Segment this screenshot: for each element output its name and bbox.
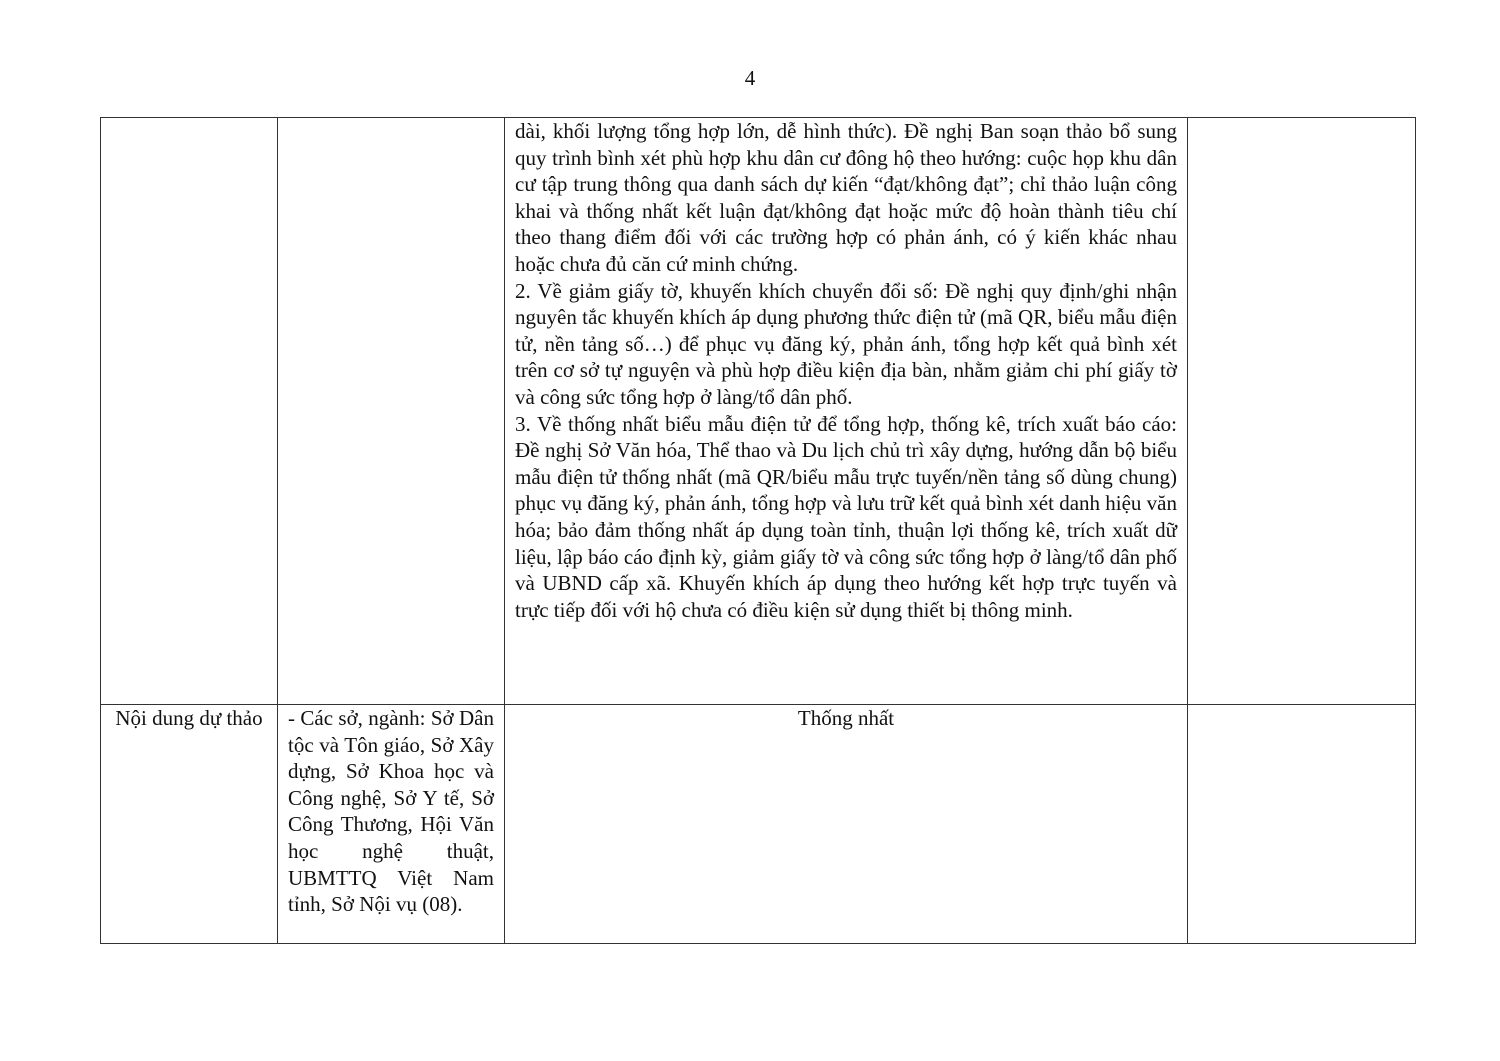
opinion-paragraph: dài, khối lượng tổng hợp lớn, dễ hình thức). Đề nghị Ban soạn thảo bổ sung quy trình bình xét phù hợp khu dân cư đông hộ theo hướng: cuộc họp khu dân cư tập trung thông qua danh sách dự kiến “đạt/không đạt”; chỉ thảo luận công khai và thống nhất kết luận đạt/không đạt hoặc mức độ hoàn thành tiêu chí theo thang điểm đối với các trường hợp có phản ánh, có ý kiến khác nhau hoặc chưa đủ căn cứ minh chứng. bbox=[515, 119, 1177, 276]
agencies-cell: - Các sở, ngành: Sở Dân tộc và Tôn giáo, Sở Xây dựng, Sở Khoa học và Công nghệ, Sở Y tế, Sở Công Thương, Hội Văn học nghệ thuật, UBMTTQ Việt Nam tỉnh, Sở Nội vụ (08). bbox=[278, 705, 505, 944]
response-cell bbox=[1188, 118, 1416, 705]
opinion-cell: Thống nhất bbox=[505, 705, 1188, 944]
page-number: 4 bbox=[744, 66, 756, 90]
response-cell bbox=[1188, 705, 1416, 944]
table-row bbox=[101, 705, 1416, 944]
table-row bbox=[101, 118, 1416, 705]
opinion-paragraph: 3. Về thống nhất biểu mẫu điện tử để tổng hợp, thống kê, trích xuất báo cáo: Đề nghị Sở Văn hóa, Thể thao và Du lịch chủ trì xây dựng, hướng dẫn bộ biểu mẫu điện tử thống nhất (mã QR/biểu mẫu trực tuyến/nền tảng số dùng chung) phục vụ đăng ký, phản ánh, tổng hợp và lưu trữ kết quả bình xét danh hiệu văn hóa; bảo đảm thống nhất áp dụng toàn tỉnh, thuận lợi thống kê, trích xuất dữ liệu, lập báo cáo định kỳ, giảm giấy tờ và công sức tổng hợp ở làng/tổ dân phố và UBND cấp xã. Khuyến khích áp dụng theo hướng kết hợp trực tuyến và trực tiếp đối với hộ chưa có điều kiện sử dụng thiết bị thông minh. bbox=[515, 411, 1177, 622]
section-cell: Nội dung dự thảo bbox=[101, 705, 278, 944]
section-cell bbox=[101, 118, 278, 705]
agencies-cell bbox=[278, 118, 505, 705]
feedback-table bbox=[100, 117, 1416, 944]
opinion-cell bbox=[505, 118, 1188, 705]
opinion-paragraph: 2. Về giảm giấy tờ, khuyến khích chuyển đổi số: Đề nghị quy định/ghi nhận nguyên tắc khuyến khích áp dụng phương thức điện tử (mã QR, biểu mẫu điện tử, nền tảng số…) để phục vụ đăng ký, phản ánh, tổng hợp kết quả bình xét trên cơ sở tự nguyện và phù hợp điều kiện địa bàn, nhằm giảm chi phí giấy tờ và công sức tổng hợp ở làng/tổ dân phố. bbox=[515, 278, 1177, 409]
